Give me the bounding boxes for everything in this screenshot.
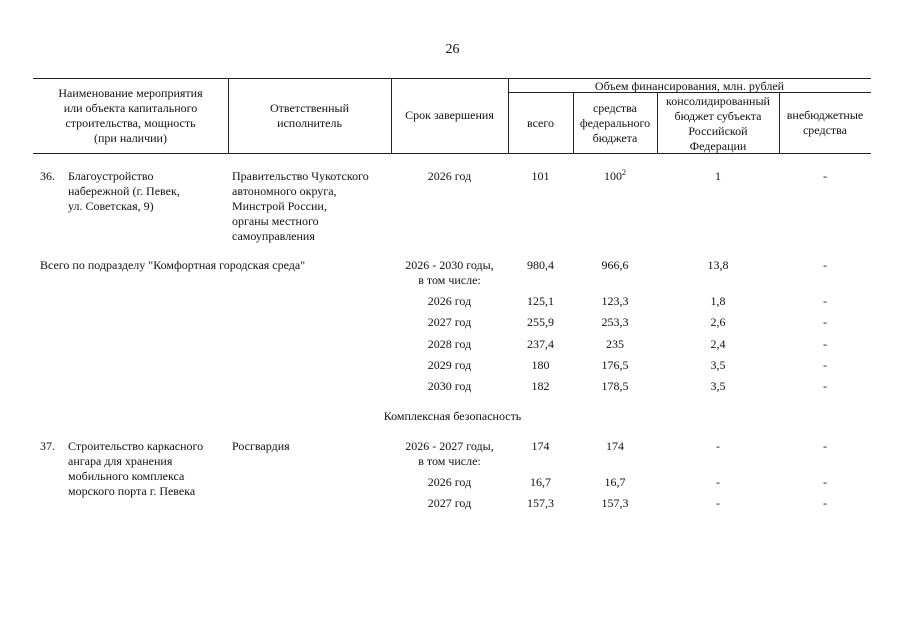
- header-name-line: Наименование мероприятия: [58, 86, 203, 100]
- subtotal-period-line: 2026 - 2030 годы,: [405, 258, 494, 272]
- year-extra: -: [823, 315, 827, 329]
- subtotal-label: Всего по подразделу "Комфортная городская среда": [40, 258, 306, 272]
- year-federal: 157,3: [601, 496, 629, 510]
- row37-period: [391, 439, 508, 469]
- row37-federal: 174: [606, 439, 624, 453]
- year-total: 125,1: [527, 294, 554, 308]
- row37-period-line: 2026 - 2027 годы,: [405, 439, 494, 453]
- year-extra: -: [823, 379, 827, 393]
- header-federal-line: бюджета: [592, 131, 638, 145]
- row37-extra: -: [823, 439, 827, 453]
- header-total: всего: [526, 116, 555, 130]
- subtotal-period: [391, 258, 508, 288]
- year-federal: 178,5: [601, 379, 629, 393]
- row37-name-line: ангара для хранения: [68, 454, 173, 468]
- year-label: 2029 год: [427, 358, 472, 372]
- year-federal: 16,7: [604, 475, 626, 489]
- row36-name-line: набережной (г. Певек,: [68, 184, 180, 198]
- header-name-line: строительства, мощность: [65, 116, 196, 130]
- header-federal: [573, 101, 657, 146]
- row36-number: 36.: [40, 169, 55, 183]
- year-extra: -: [823, 358, 827, 372]
- header-regional-line: Федерации: [689, 139, 747, 153]
- header-regional-line: Российской: [688, 124, 748, 138]
- year-label: 2028 год: [427, 337, 472, 351]
- row36-deadline: 2026 год: [427, 169, 472, 183]
- header-executor-line: Ответственный: [269, 101, 350, 115]
- header-deadline: Срок завершения: [405, 108, 494, 122]
- year-regional: 3,5: [710, 358, 726, 372]
- row36-total: 101: [531, 169, 550, 183]
- row37-regional: -: [716, 439, 720, 453]
- row36-federal: [573, 169, 657, 184]
- section-title: Комплексная безопасность: [383, 409, 522, 423]
- header-federal-line: средства: [592, 101, 637, 115]
- header-regional-line: консолидированный: [666, 94, 770, 108]
- year-extra: -: [823, 337, 827, 351]
- row36-name-line: Благоустройство: [68, 169, 154, 183]
- year-label: 2026 год: [427, 475, 472, 489]
- year-total: 157,3: [527, 496, 554, 510]
- row36-extra: -: [823, 169, 827, 183]
- header-funding-group: Объем финансирования, млн. рублей: [594, 79, 785, 93]
- subtotal-period-line: в том числе:: [418, 273, 481, 287]
- row36-federal-value: 100: [604, 169, 622, 183]
- row36-executor-line: Минстрой России,: [232, 199, 327, 213]
- row36-executor-line: автономного округа,: [232, 184, 337, 198]
- year-total: 237,4: [527, 337, 554, 351]
- year-label: 2027 год: [427, 315, 472, 329]
- year-federal: 253,3: [601, 315, 629, 329]
- row37-total: 174: [531, 439, 550, 453]
- row36-name-line: ул. Советская, 9): [68, 199, 154, 213]
- row36-executor-line: самоуправления: [232, 229, 315, 243]
- year-label: 2030 год: [427, 379, 472, 393]
- header-name-line: или объекта капитального: [63, 101, 198, 115]
- header-extra: [779, 108, 871, 138]
- row37-name: [68, 439, 228, 499]
- row37-period-line: в том числе:: [418, 454, 481, 468]
- row37-name-line: мобильного комплекса: [68, 469, 185, 483]
- header-executor-line: исполнитель: [277, 116, 342, 130]
- row37-executor: Росгвардия: [232, 439, 290, 453]
- header-regional-line: бюджет субъекта: [674, 109, 762, 123]
- header-extra-line: средства: [802, 123, 847, 137]
- row36-name: [68, 169, 228, 214]
- year-regional: 1,8: [710, 294, 726, 308]
- year-regional: 2,6: [710, 315, 726, 329]
- subtotal-extra: -: [823, 258, 827, 272]
- subtotal-total: 980,4: [527, 258, 554, 272]
- header-extra-line: внебюджетные: [786, 108, 864, 122]
- header-executor: [228, 101, 391, 131]
- row36-executor: [232, 169, 392, 244]
- row37-name-line: морского порта г. Певека: [68, 484, 196, 498]
- row36-footnote-mark: 2: [622, 168, 626, 177]
- year-federal: 235: [606, 337, 624, 351]
- row36-executor-line: органы местного: [232, 214, 319, 228]
- header-federal-line: федерального: [579, 116, 651, 130]
- header-name-line: (при наличии): [94, 131, 167, 145]
- year-regional: -: [716, 496, 720, 510]
- header-name: [33, 86, 228, 146]
- page-number: 26: [445, 42, 460, 57]
- year-regional: -: [716, 475, 720, 489]
- subtotal-regional: 13,8: [707, 258, 729, 272]
- subtotal-federal: 966,6: [601, 258, 629, 272]
- year-label: 2026 год: [427, 294, 472, 308]
- year-total: 180: [531, 358, 550, 372]
- row37-number: 37.: [40, 439, 55, 453]
- year-regional: 2,4: [710, 337, 726, 351]
- year-federal: 176,5: [601, 358, 629, 372]
- year-total: 255,9: [527, 315, 554, 329]
- row36-executor-line: Правительство Чукотского: [232, 169, 369, 183]
- year-federal: 123,3: [601, 294, 629, 308]
- year-label: 2027 год: [427, 496, 472, 510]
- year-extra: -: [823, 496, 827, 510]
- year-regional: 3,5: [710, 379, 726, 393]
- row37-name-line: Строительство каркасного: [68, 439, 204, 453]
- year-extra: -: [823, 294, 827, 308]
- row36-regional: 1: [715, 169, 721, 183]
- header-regional: [657, 94, 779, 154]
- year-extra: -: [823, 475, 827, 489]
- year-total: 16,7: [530, 475, 551, 489]
- year-total: 182: [531, 379, 550, 393]
